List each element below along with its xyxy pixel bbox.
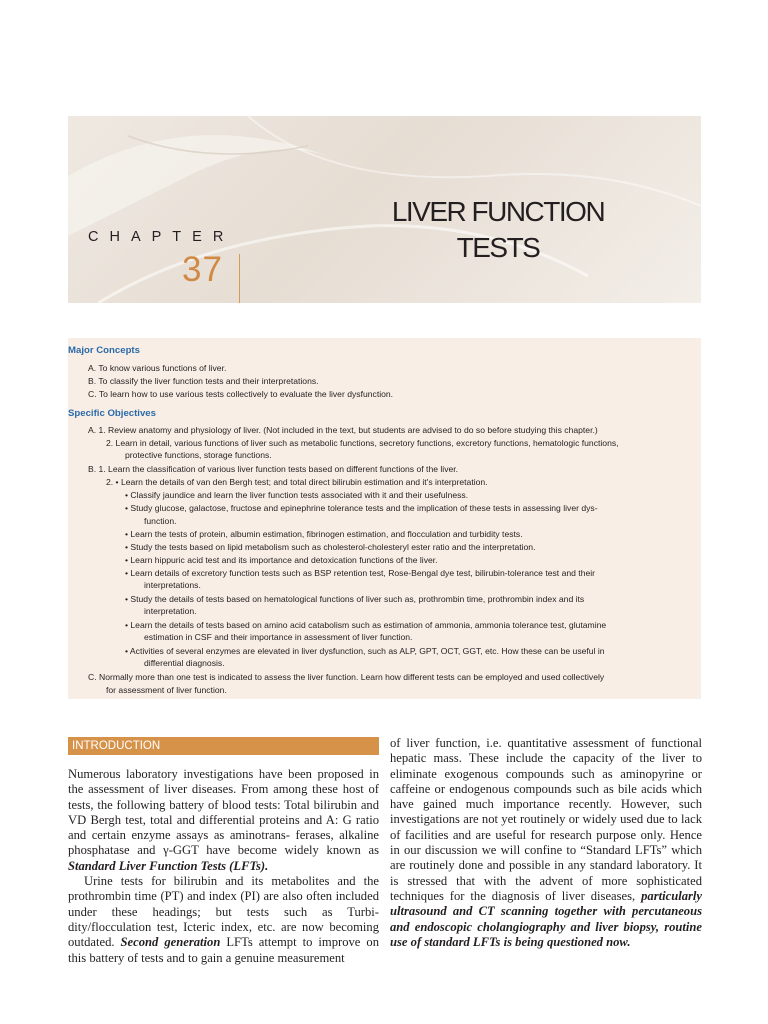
objective-line: for assessment of liver function. xyxy=(106,685,227,695)
objective-line: • Study the tests based on lipid metabolism such as cholesterol-cholesteryl ester ratio and the interpretation. xyxy=(125,542,536,552)
objective-line: differential diagnosis. xyxy=(144,658,225,668)
paragraph-text: Numerous laboratory investigations have been proposed in the assessment of liver diseases. From among these host of tests, the following battery of blood tests: Total bilirubin and VD Bergh test, total and differential proteins and A: G ratio and certain enzyme assays as aminotrans- ferases, alkaline phosphatase and γ-GGT have become widely known as xyxy=(68,767,379,858)
chapter-label: CHAPTER xyxy=(88,229,235,245)
objective-line: • Classify jaundice and learn the liver function tests associated with it and their usefulness. xyxy=(125,490,469,500)
emphasis-text: particularly ultrasound and CT scanning together with percutaneous and endoscopic cholangiography and liver biopsy, routine use of standard LFTs is being questioned now. xyxy=(390,888,702,949)
chapter-title xyxy=(338,194,658,266)
intro-paragraph-2 xyxy=(68,874,379,966)
objective-line: estimation in CSF and their importance in assessment of liver function. xyxy=(144,632,413,642)
objective-line: • Learn the tests of protein, albumin estimation, fibrinogen estimation, and flocculation and turbidity tests. xyxy=(125,529,523,539)
chapter-divider xyxy=(239,254,240,303)
objectives-panel xyxy=(68,338,701,699)
intro-paragraph-3 xyxy=(390,736,702,950)
chapter-banner xyxy=(68,116,701,303)
objective-line: • Learn the details of tests based on amino acid catabolism such as estimation of ammonia, ammonia tolerance test, glutamine xyxy=(125,620,607,630)
objective-line: B. To classify the liver function tests and their interpretations. xyxy=(88,376,319,386)
objective-line: interpretations. xyxy=(144,580,201,590)
chapter-title-line: TESTS xyxy=(456,232,540,263)
objective-line: • Learn details of excretory function tests such as BSP retention test, Rose-Bengal dye test, bilirubin-tolerance test and their xyxy=(125,568,596,578)
paragraph-text: of liver function, i.e. quantitative assessment of functional hepatic mass. These include the capacity of the liver to eliminate exogenous compounds such as aminopyrine or caffeine or endogenous compounds such as bile acids which have gained much importance recently. However, such investigations are not yet routinely or widely used due to lack of facilities and are useful for research purpose only. Hence in our discussion we will confine to “Standard LFTs” which are routinely done and possible in any standard laboratory. It is stressed that with the advent of more sophisticated techniques for the diagnosis of liver diseases, xyxy=(390,736,702,903)
specific-objectives-heading: Specific Objectives xyxy=(68,408,156,419)
emphasis-text: Standard Liver Function Tests (LFTs). xyxy=(68,858,269,873)
objective-line: • Learn hippuric acid test and its importance and detoxication functions of the liver. xyxy=(125,555,438,565)
paragraph-text: LFTs attempt to improve on this battery of tests and to gain a genuine measurement xyxy=(68,935,379,965)
objective-line: function. xyxy=(144,516,177,526)
intro-paragraph-1 xyxy=(68,767,379,874)
objective-line: interpretation. xyxy=(144,606,197,616)
objective-line: B. 1. Learn the classification of various liver function tests based on different functions of the liver. xyxy=(88,464,459,474)
objective-line: A. To know various functions of liver. xyxy=(88,363,227,373)
objective-line: • Study glucose, galactose, fructose and epinephrine tolerance tests and the implication of these tests in assessing liver dys- xyxy=(125,503,598,513)
objective-line: • Study the details of tests based on hematological functions of liver such as, prothrombin time, prothrombin index and its xyxy=(125,594,585,604)
introduction-heading: INTRODUCTION xyxy=(68,737,379,755)
right-column xyxy=(390,736,702,950)
objective-line: protective functions, storage functions. xyxy=(125,450,272,460)
objective-line: C. Normally more than one test is indicated to assess the liver function. Learn how different tests can be employed and used collectively xyxy=(88,672,605,682)
left-column xyxy=(68,737,379,966)
paragraph-text: Urine tests for bilirubin and its metabolites and the prothrombin time (PT) and index (PI) are also often included under these headings; but tests such as Turbi- dity/flocculation test, Icteric index, etc. are now becoming outdated. xyxy=(68,874,379,950)
objective-line: 2. Learn in detail, various functions of liver such as metabolic functions, secretory functions, excretory functions, hematologic functions, xyxy=(106,438,619,448)
objective-line: • Activities of several enzymes are elevated in liver dysfunction, such as ALP, GPT, OCT, GGT, etc. How these can be useful in xyxy=(125,646,605,656)
emphasis-text: Second generation xyxy=(120,935,221,950)
major-concepts-heading: Major Concepts xyxy=(68,345,140,356)
objective-line: C. To learn how to use various tests collectively to evaluate the liver dysfunction. xyxy=(88,389,394,399)
chapter-number: 37 xyxy=(182,250,223,289)
objective-line: 2. • Learn the details of van den Bergh test; and total direct bilirubin estimation and it's interpretation. xyxy=(106,477,488,487)
objective-line: A. 1. Review anatomy and physiology of liver. (Not included in the text, but students are advised to do so before studying this chapter.) xyxy=(88,425,598,435)
chapter-title-line: LIVER FUNCTION xyxy=(391,196,605,227)
